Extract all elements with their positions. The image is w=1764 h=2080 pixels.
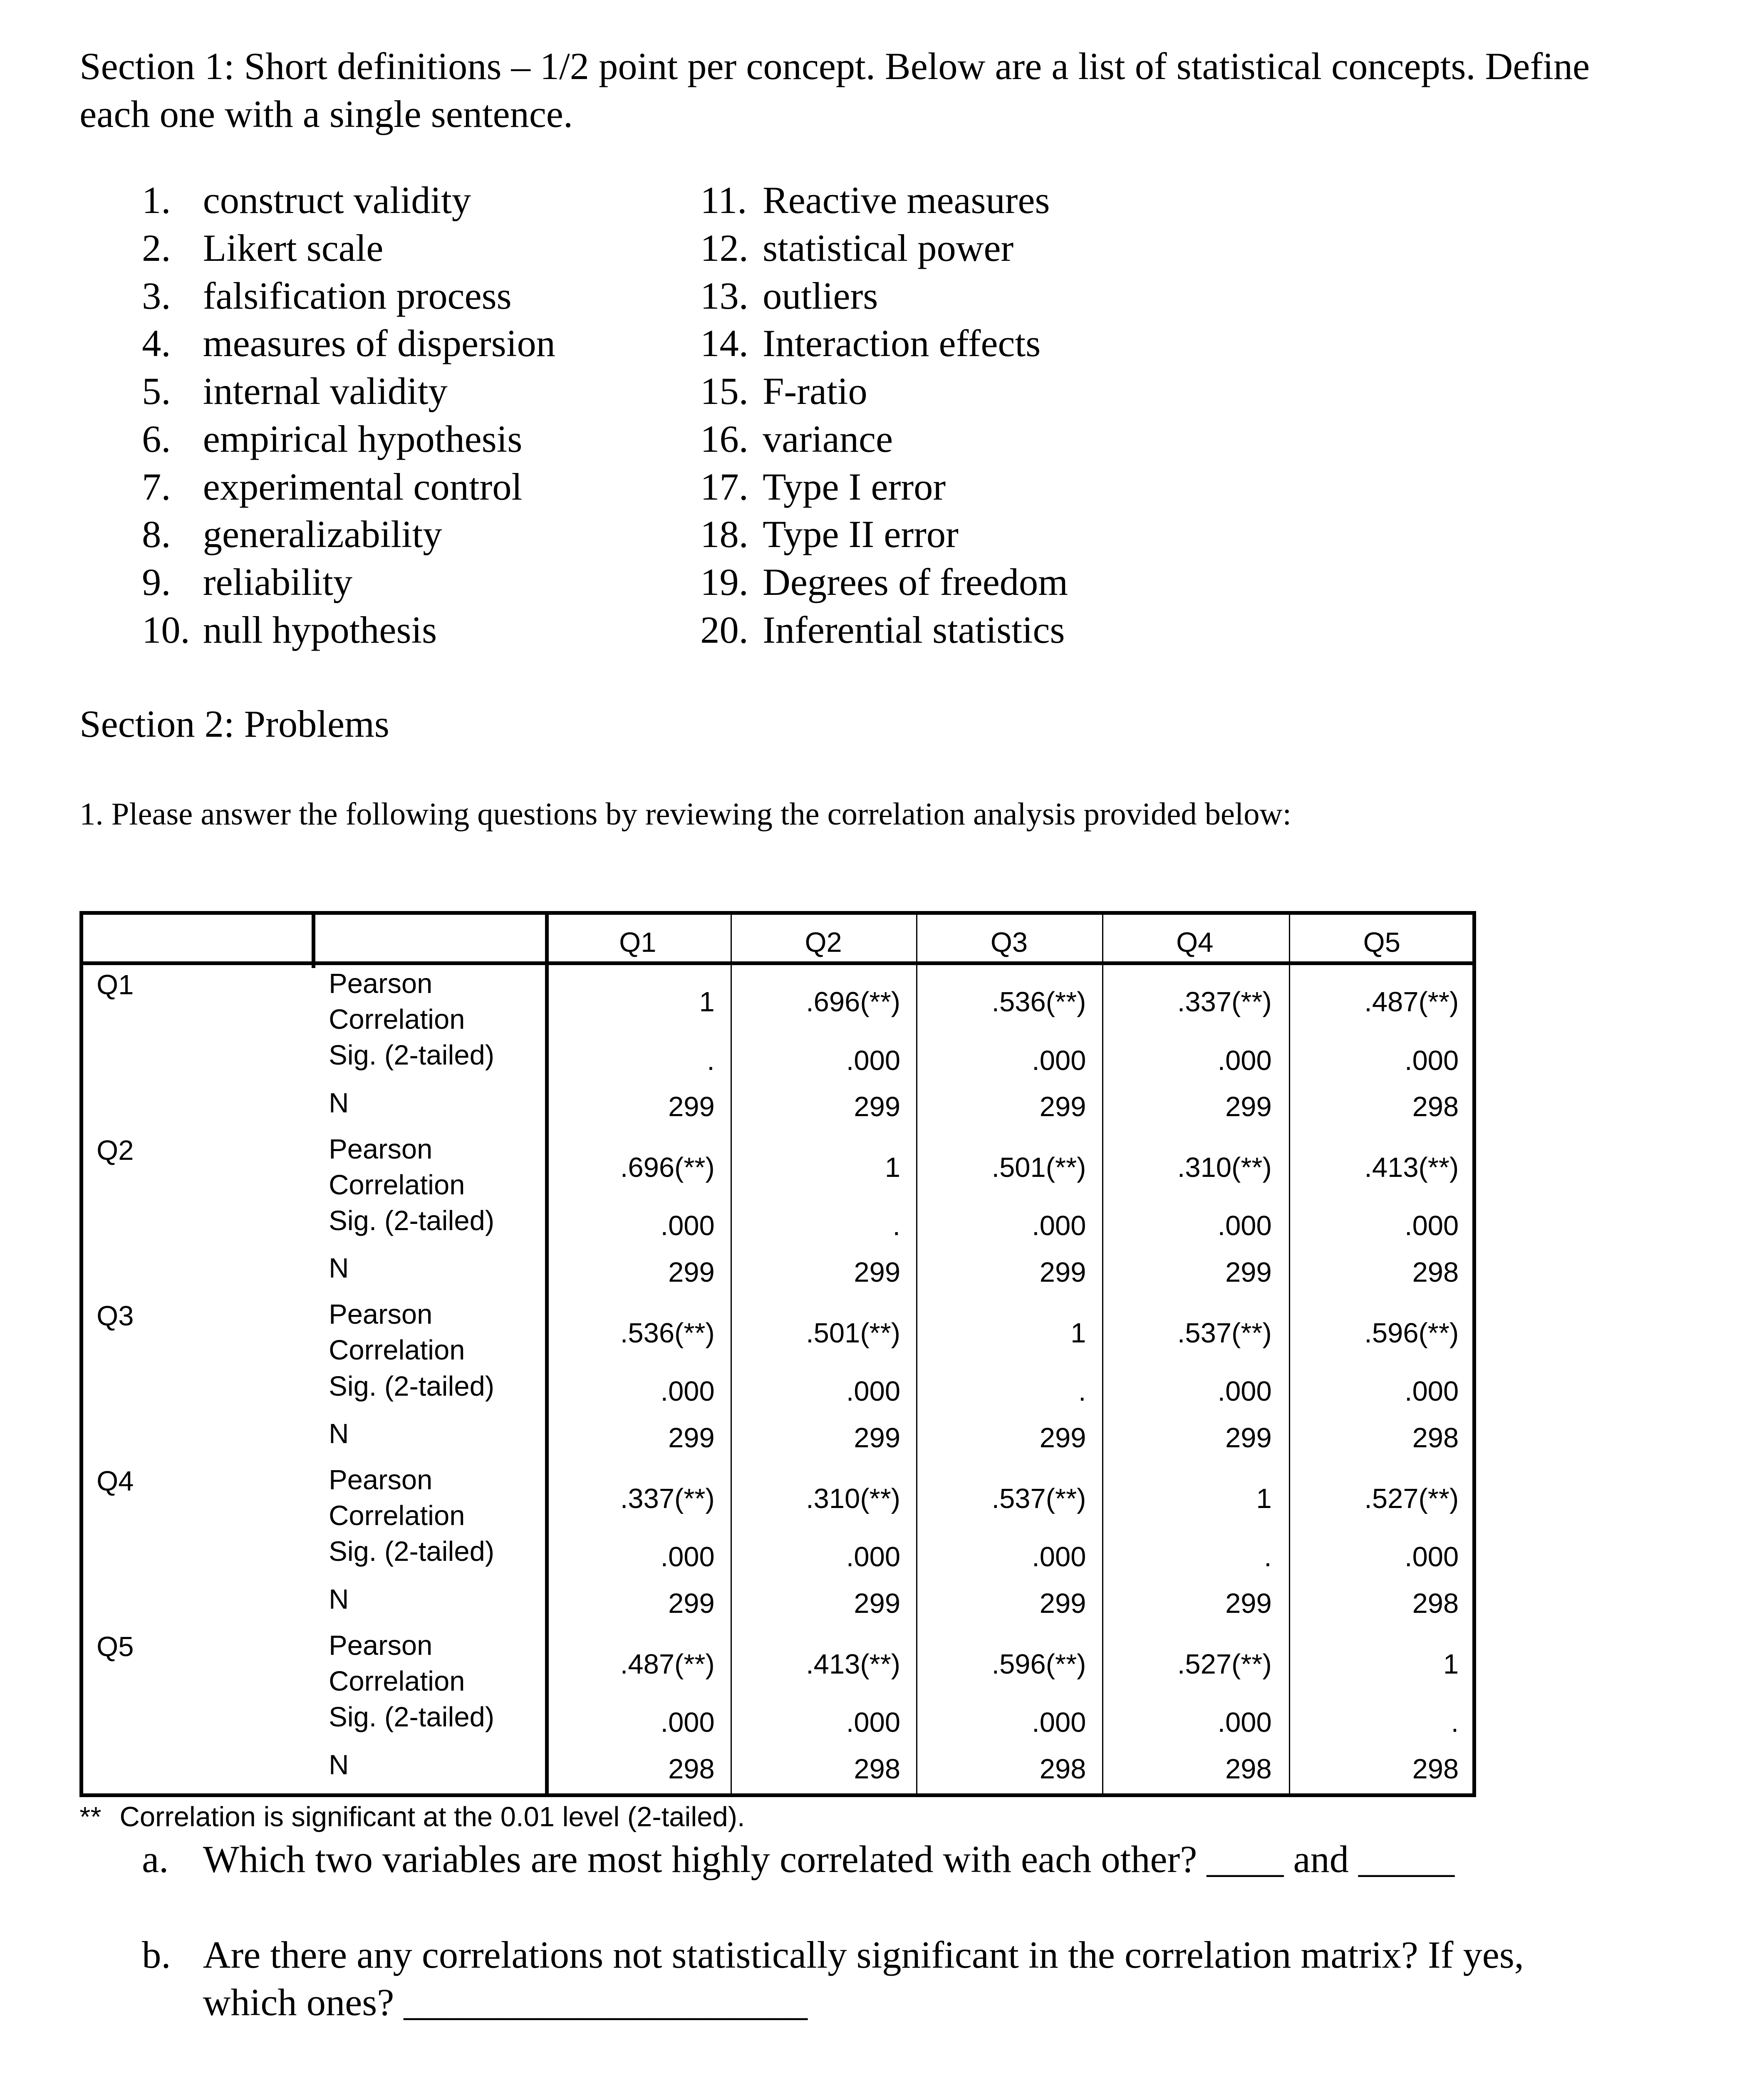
stat-label-n: N [329,1584,349,1615]
cell-r: 1 [699,986,715,1018]
concept-number: 9. [142,561,171,604]
cell-n: 298 [668,1753,715,1785]
cell-sig: .000 [1404,1541,1459,1573]
concept-label: Interaction effects [763,322,1041,365]
header-divider [83,961,1472,965]
question-b-cont: which ones? _____________________ [203,1981,808,2024]
concept-number: 7. [142,465,171,508]
cell-r: .696(**) [620,1152,715,1184]
cell-n: 299 [1039,1091,1086,1123]
cell-r: .536(**) [991,986,1086,1018]
cell-n: 299 [1039,1422,1086,1454]
concept-number: 15. [700,370,748,413]
cell-sig: .000 [1217,1210,1272,1242]
cell-sig: . [1451,1707,1459,1738]
concept-number: 20. [700,608,748,651]
question-a-text: Which two variables are most highly correlated with each other? ____ and _____ [203,1838,1455,1881]
cell-r: .537(**) [1177,1317,1272,1349]
cell-n: 299 [668,1091,715,1123]
stat-label-n: N [329,1418,349,1450]
column-header: Q4 [1176,926,1214,958]
concept-item [142,606,555,654]
cell-r: 1 [884,1152,901,1184]
cell-r: .536(**) [620,1317,715,1349]
cell-r: .527(**) [1364,1483,1459,1514]
concept-label: variance [763,417,893,460]
cell-n: 299 [1225,1422,1272,1454]
concept-number: 13. [700,274,748,317]
cell-r: .337(**) [620,1483,715,1514]
cell-sig: .000 [846,1376,901,1407]
cell-n: 298 [1412,1257,1459,1288]
cell-r: 1 [1443,1648,1459,1680]
cell-sig: .000 [1404,1210,1459,1242]
concept-number: 2. [142,226,171,269]
cell-n: 299 [668,1257,715,1288]
cell-sig: .000 [846,1541,901,1573]
concept-number: 17. [700,465,748,508]
concept-item [700,224,1068,272]
cell-sig: .000 [1404,1376,1459,1407]
stat-label-sig: Sig. (2-tailed) [329,1701,495,1733]
concept-item [142,367,555,415]
cell-r: .310(**) [1177,1152,1272,1184]
concept-item [142,510,555,558]
concept-label: Type I error [763,465,946,508]
concept-label: Degrees of freedom [763,561,1068,604]
stat-label-correlation: Correlation [329,1500,465,1532]
cell-sig: .000 [846,1707,901,1738]
stat-label-pearson: Pearson [329,1464,433,1496]
question-a-label: a. [142,1838,169,1881]
concept-number: 8. [142,513,171,556]
stat-label-correlation: Correlation [329,1335,465,1366]
concept-number: 11. [700,179,747,221]
cell-sig: .000 [1032,1045,1086,1076]
cell-sig: .000 [1032,1707,1086,1738]
cell-sig: .000 [1217,1376,1272,1407]
cell-sig: . [892,1210,901,1242]
cell-n: 299 [1039,1257,1086,1288]
stat-label-sig: Sig. (2-tailed) [329,1370,495,1402]
stat-label-pearson: Pearson [329,1630,433,1662]
stat-label-sig: Sig. (2-tailed) [329,1039,495,1071]
problem-1-prompt: 1. Please answer the following questions by reviewing the correlation analysis provided below: [79,796,1291,832]
concept-label: construct validity [203,179,471,221]
concept-label: internal validity [203,370,448,413]
concept-label: Reactive measures [763,179,1050,221]
question-b [142,1931,1524,1979]
cell-n: 299 [1225,1257,1272,1288]
cell-n: 299 [854,1257,901,1288]
correlation-table [79,911,1476,1797]
cell-r: .537(**) [991,1483,1086,1514]
concept-label: experimental control [203,465,523,508]
cell-n: 299 [854,1091,901,1123]
column-divider [1102,915,1103,1793]
cell-r: .413(**) [1364,1152,1459,1184]
cell-n: 298 [1412,1091,1459,1123]
column-divider [545,915,549,1793]
footnote-text: Correlation is significant at the 0.01 level (2-tailed). [119,1801,745,1833]
question-b-label: b. [142,1933,171,1976]
column-divider [731,915,732,1793]
row-variable: Q1 [97,969,134,1000]
concept-item [142,415,555,463]
cell-sig: .000 [1217,1045,1272,1076]
column-header: Q1 [619,926,657,958]
column-divider [1289,915,1290,1793]
concept-item [700,272,1068,320]
row-variable: Q2 [97,1134,134,1166]
cell-sig: .000 [660,1541,715,1573]
row-variable: Q3 [97,1300,134,1332]
concept-item [142,224,555,272]
section1-heading: Section 1: Short definitions – 1/2 point per concept. Below are a list of statistical concepts. Define [79,45,1590,88]
concept-item [142,463,555,511]
section2-heading: Section 2: Problems [79,703,389,745]
stat-label-n: N [329,1087,349,1119]
concept-number: 10. [142,608,190,651]
concept-label: reliability [203,561,353,604]
concept-item [700,319,1068,367]
concept-number: 5. [142,370,171,413]
footnote-mark: ** [79,1801,102,1833]
concept-label: Likert scale [203,226,384,269]
concept-label: statistical power [763,226,1014,269]
stat-label-n: N [329,1253,349,1284]
concept-label: F-ratio [763,370,867,413]
cell-sig: . [1078,1376,1086,1407]
section1-heading-cont: each one with a single sentence. [79,92,573,135]
concept-item [142,558,555,606]
column-header: Q5 [1363,926,1400,958]
stat-label-sig: Sig. (2-tailed) [329,1205,495,1236]
concept-label: Type II error [763,513,959,556]
concept-label: generalizability [203,513,442,556]
concept-number: 1. [142,179,171,221]
column-divider [916,915,917,1793]
cell-r: .696(**) [806,986,901,1018]
concept-number: 6. [142,417,171,460]
stat-label-correlation: Correlation [329,1169,465,1201]
concept-number: 4. [142,322,171,365]
cell-n: 298 [1039,1753,1086,1785]
concept-label: empirical hypothesis [203,417,523,460]
row-variable: Q5 [97,1631,134,1663]
concept-label: outliers [763,274,878,317]
concept-item [700,415,1068,463]
cell-r: .501(**) [991,1152,1086,1184]
cell-sig: .000 [1032,1541,1086,1573]
concept-item [142,272,555,320]
concept-item [700,463,1068,511]
cell-sig: .000 [1032,1210,1086,1242]
concept-item [700,606,1068,654]
concept-list-left [142,176,555,654]
cell-r: .337(**) [1177,986,1272,1018]
cell-r: .501(**) [806,1317,901,1349]
concept-label: falsification process [203,274,512,317]
question-a [142,1835,1454,1883]
column-header: Q2 [805,926,842,958]
stat-label-n: N [329,1749,349,1781]
concept-number: 19. [700,561,748,604]
cell-n: 299 [854,1422,901,1454]
cell-sig: . [1264,1541,1272,1573]
stat-label-pearson: Pearson [329,1133,433,1165]
cell-n: 299 [1225,1587,1272,1619]
stat-label-pearson: Pearson [329,968,433,999]
cell-n: 299 [1039,1587,1086,1619]
concept-item [700,558,1068,606]
cell-n: 298 [1225,1753,1272,1785]
cell-n: 298 [1412,1753,1459,1785]
concept-item [142,176,555,224]
cell-n: 298 [1412,1587,1459,1619]
cell-sig: .000 [660,1376,715,1407]
cell-r: .487(**) [620,1648,715,1680]
cell-r: 1 [1256,1483,1272,1514]
cell-sig: .000 [660,1707,715,1738]
cell-n: 299 [1225,1091,1272,1123]
cell-sig: .000 [846,1045,901,1076]
table-footnote [79,1801,745,1833]
cell-sig: . [707,1045,715,1076]
cell-sig: .000 [1404,1045,1459,1076]
cell-r: .310(**) [806,1483,901,1514]
cell-r: .413(**) [806,1648,901,1680]
concept-label: null hypothesis [203,608,437,651]
question-b-text: Are there any correlations not statistically significant in the correlation matrix? If yes, [203,1933,1524,1976]
cell-sig: .000 [1217,1707,1272,1738]
cell-r: 1 [1070,1317,1086,1349]
concept-label: measures of dispersion [203,322,555,365]
cell-r: .527(**) [1177,1648,1272,1680]
cell-sig: .000 [660,1210,715,1242]
concept-item [142,319,555,367]
cell-n: 298 [854,1753,901,1785]
cell-n: 299 [854,1587,901,1619]
row-variable: Q4 [97,1466,134,1497]
cell-n: 299 [668,1587,715,1619]
column-divider [312,915,315,968]
column-header: Q3 [990,926,1028,958]
concept-item [700,367,1068,415]
concept-number: 16. [700,417,748,460]
concept-number: 12. [700,226,748,269]
cell-r: .596(**) [991,1648,1086,1680]
stat-label-sig: Sig. (2-tailed) [329,1536,495,1567]
concept-number: 3. [142,274,171,317]
cell-r: .596(**) [1364,1317,1459,1349]
concept-item [700,176,1068,224]
stat-label-correlation: Correlation [329,1003,465,1035]
concept-number: 14. [700,322,748,365]
concept-label: Inferential statistics [763,608,1065,651]
stat-label-correlation: Correlation [329,1666,465,1697]
stat-label-pearson: Pearson [329,1299,433,1330]
cell-r: .487(**) [1364,986,1459,1018]
concept-number: 18. [700,513,748,556]
concept-list-right [700,176,1068,654]
cell-n: 299 [668,1422,715,1454]
concept-item [700,510,1068,558]
cell-n: 298 [1412,1422,1459,1454]
